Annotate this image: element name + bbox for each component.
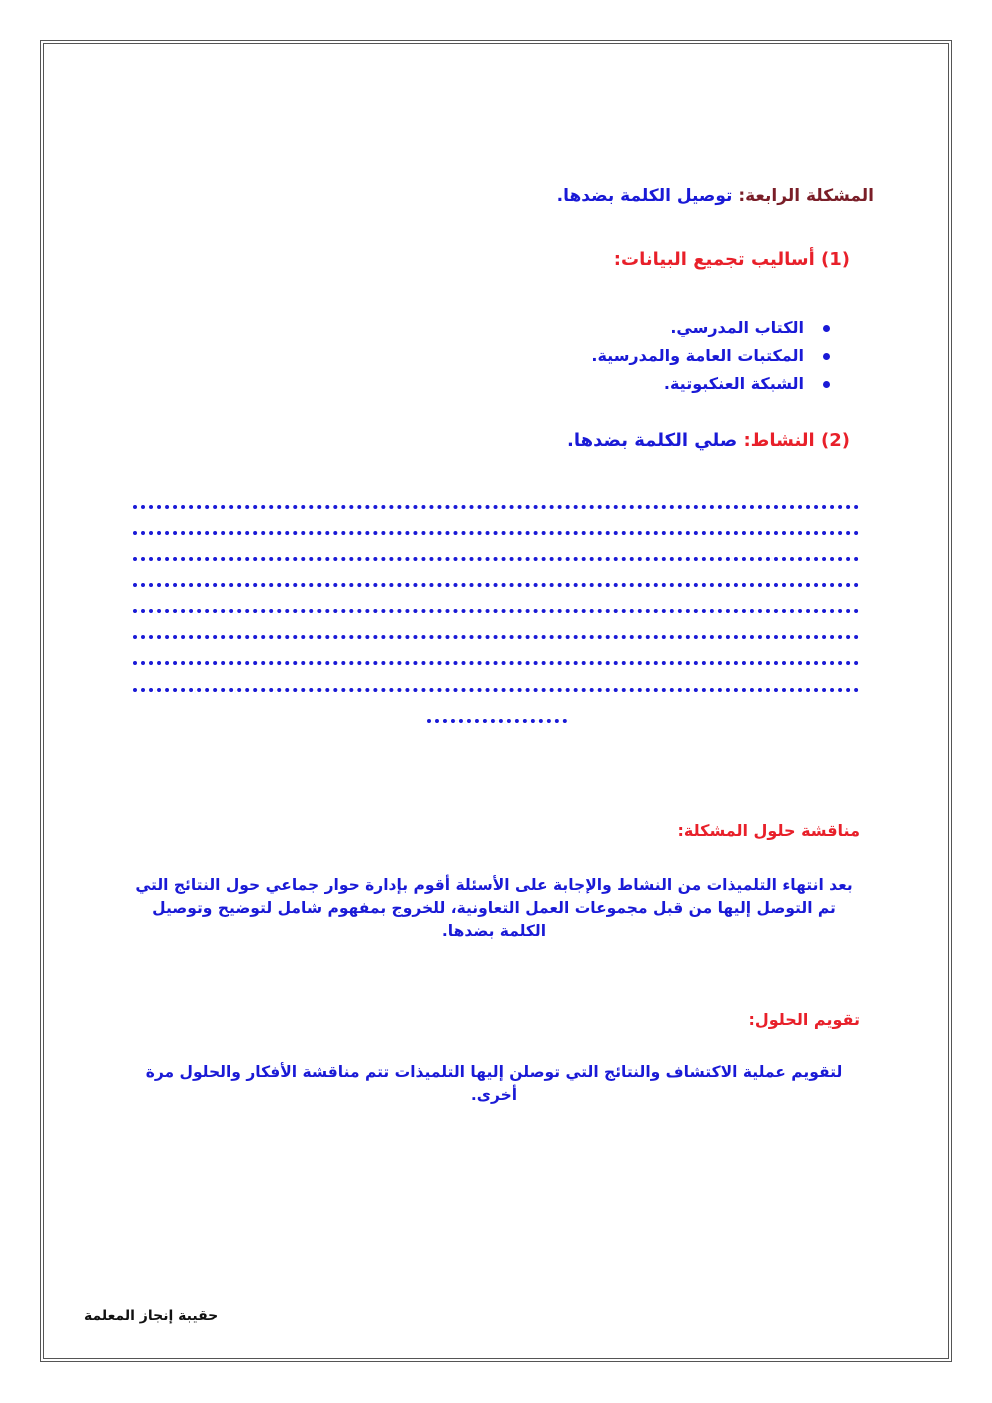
list-item xyxy=(591,370,830,398)
list-item-text: المكتبات العامة والمدرسية. xyxy=(591,346,804,365)
data-collection-heading: (1) أساليب تجميع البيانات: xyxy=(613,249,850,270)
footer-text: حقيبة إنجاز المعلمة xyxy=(84,1308,219,1324)
page-border-inner xyxy=(43,43,949,1359)
answer-line xyxy=(133,505,859,509)
answer-line xyxy=(133,635,859,639)
problem-title xyxy=(557,186,874,206)
bullet-icon xyxy=(823,353,830,360)
answer-line xyxy=(133,583,859,587)
answer-line xyxy=(133,609,859,613)
answer-line xyxy=(133,688,859,692)
discussion-text: بعد انتهاء التلميذات من النشاط والإجابة على الأسئلة أقوم بإدارة حوار جماعي حول النتائج التي تم التوصل إليها من قبل مجموعات العمل التعاونية، للخروج بمفهوم شامل لتوضيح وتوصيل الكلمة بضدها. xyxy=(135,876,853,940)
activity-value: صلي الكلمة بضدها. xyxy=(567,430,744,451)
problem-label: المشكلة الرابعة: xyxy=(738,186,874,206)
discussion-heading: مناقشة حلول المشكلة: xyxy=(677,821,860,840)
list-item-text: الشبكة العنكبوتية. xyxy=(663,374,804,393)
answer-line xyxy=(133,531,859,535)
answer-line xyxy=(133,661,859,665)
list-item xyxy=(591,342,830,370)
activity-label: (2) النشاط: xyxy=(743,430,850,451)
evaluation-text: لتقويم عملية الاكتشاف والنتائج التي توصلن إليها التلميذات تتم مناقشة الأفكار والحلول مرة أخرى. xyxy=(145,1063,843,1104)
evaluation-heading: تقويم الحلول: xyxy=(748,1010,860,1029)
activity-heading xyxy=(567,430,850,451)
data-collection-list xyxy=(591,314,830,398)
list-item xyxy=(591,314,830,342)
bullet-icon xyxy=(823,381,830,388)
answer-line xyxy=(133,557,859,561)
bullet-icon xyxy=(823,325,830,332)
problem-value: توصيل الكلمة بضدها. xyxy=(556,186,739,206)
answer-line-short xyxy=(427,719,567,723)
list-item-text: الكتاب المدرسي. xyxy=(670,318,804,337)
